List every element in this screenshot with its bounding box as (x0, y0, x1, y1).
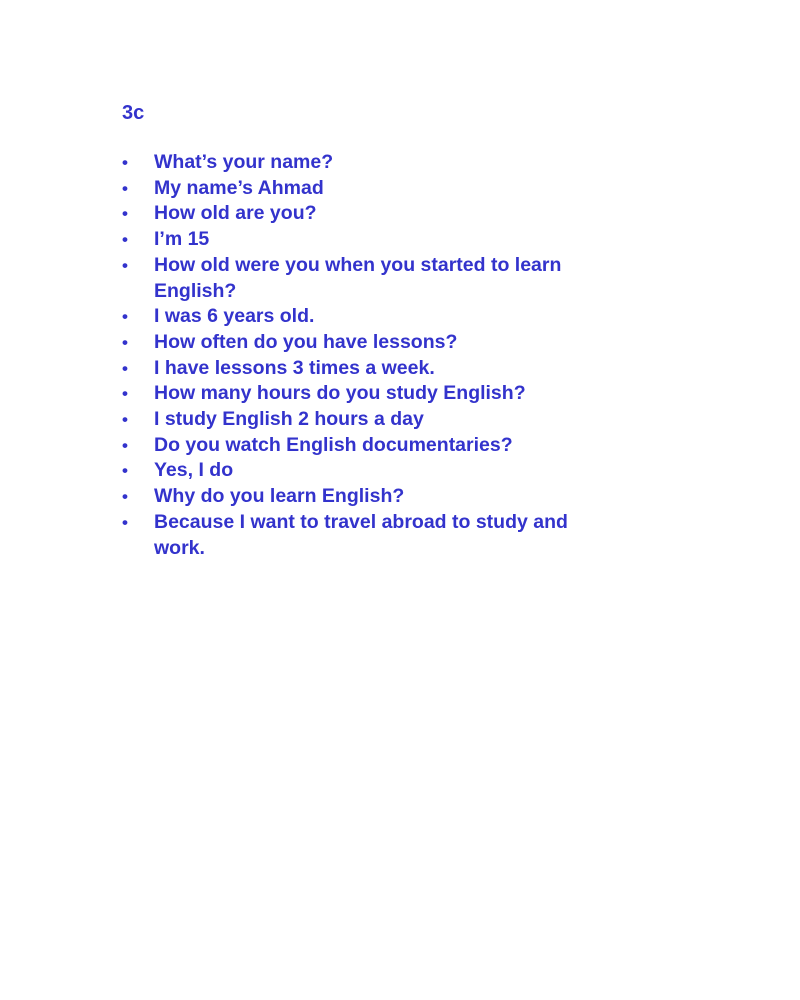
bullet-icon: • (122, 153, 128, 172)
bullet-icon: • (122, 461, 128, 481)
list-item-text: How often do you have lessons? (154, 330, 458, 353)
list-item (122, 356, 602, 382)
list-item-text: How old were you when you started to learn English? (154, 253, 562, 302)
list-item (122, 201, 602, 227)
list-item (122, 150, 602, 176)
bullet-icon: • (122, 178, 128, 198)
bullet-icon: • (122, 358, 128, 378)
list-item (122, 381, 602, 407)
list-item (122, 330, 602, 356)
bullet-icon: • (122, 255, 128, 275)
list-item-text: I was 6 years old. (154, 305, 315, 328)
list-item-text: I have lessons 3 times a week. (154, 356, 435, 379)
list-item-text: Why do you learn English? (154, 485, 405, 508)
list-item-text: My name’s Ahmad (154, 176, 324, 199)
bullet-icon: • (122, 384, 128, 404)
page-heading: 3c (122, 102, 145, 124)
list-item (122, 458, 602, 484)
bullet-icon: • (122, 512, 128, 532)
list-item (122, 407, 602, 433)
bullet-icon: • (122, 410, 128, 430)
bullet-icon: • (122, 332, 128, 352)
bullet-list (122, 150, 602, 561)
list-item-text: How old are you? (154, 202, 317, 225)
bullet-icon: • (122, 230, 128, 250)
list-item-text: Do you watch English documentaries? (154, 433, 513, 456)
list-item-text: How many hours do you study English? (154, 382, 526, 405)
bullet-icon: • (122, 204, 128, 224)
bullet-icon: • (122, 487, 128, 507)
list-item (122, 253, 602, 304)
list-item (122, 433, 602, 459)
list-item-text: What’s your name? (154, 151, 334, 173)
list-item-text: I study English 2 hours a day (154, 408, 424, 431)
list-item (122, 304, 602, 330)
list-item-text: I’m 15 (154, 228, 210, 251)
list-item (122, 510, 602, 561)
list-item (122, 484, 602, 510)
bullet-icon: • (122, 307, 128, 327)
list-item-text: Yes, I do (154, 459, 234, 482)
list-item (122, 176, 602, 202)
list-item-text: Because I want to travel abroad to study and work. (154, 510, 568, 559)
bullet-icon: • (122, 435, 128, 455)
list-item (122, 227, 602, 253)
